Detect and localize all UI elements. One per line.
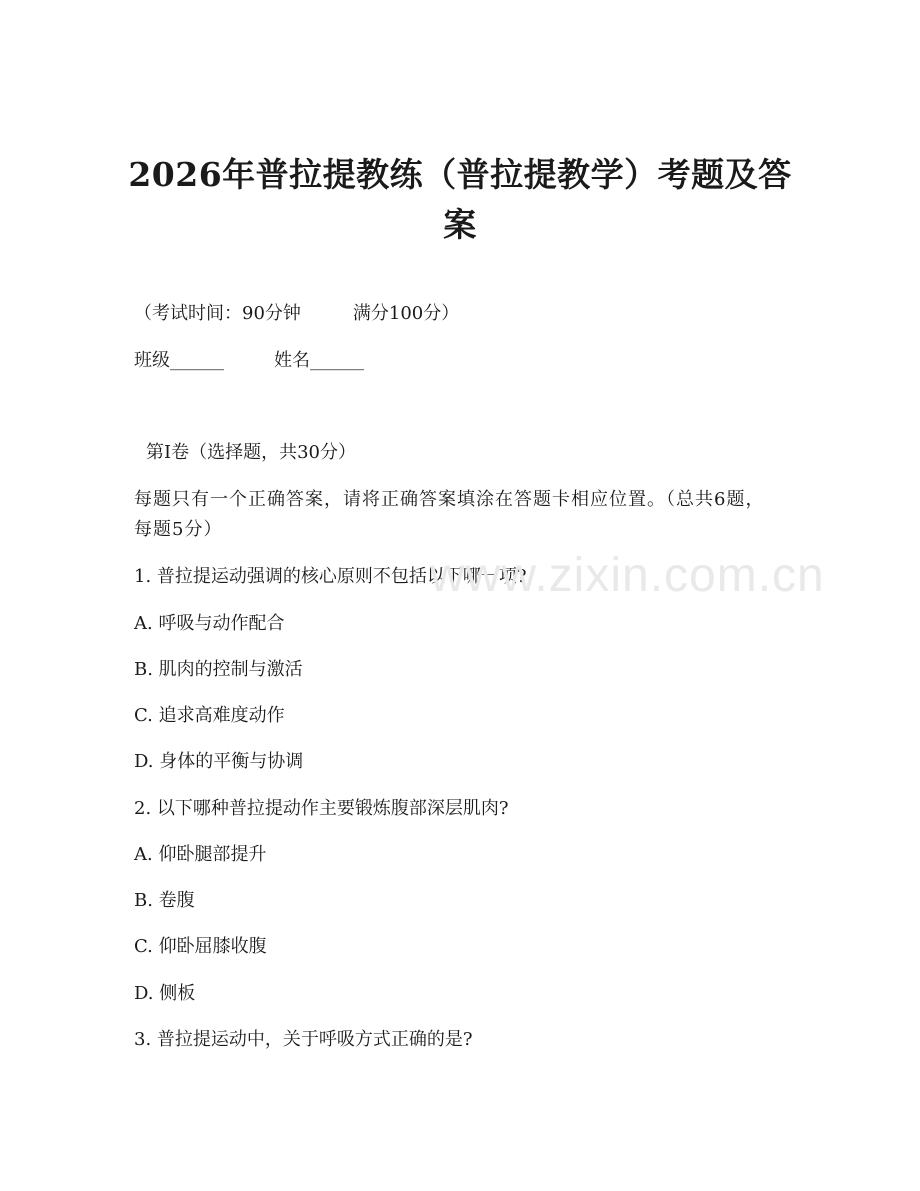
section-heading: 第I卷（选择题，共30分）	[146, 442, 357, 463]
exam-time: （考试时间：90分钟	[134, 303, 301, 324]
question-1-option-c: C. 追求高难度动作	[134, 705, 285, 726]
section-instructions: 每题只有一个正确答案，请将正确答案填涂在答题卡相应位置。（总共6题，每题5分）	[134, 489, 765, 540]
question-2-option-b: B. 卷腹	[134, 890, 195, 911]
document-title: 2026年普拉提教练（普拉提教学）考题及答案	[128, 155, 792, 244]
class-field-label: 班级______	[134, 350, 224, 371]
question-2-option-a: A. 仰卧腿部提升	[134, 844, 267, 865]
watermark: www.zixin.com.cn	[430, 549, 825, 602]
question-2-stem: 2. 以下哪种普拉提动作主要锻炼腹部深层肌肉?	[134, 798, 509, 819]
exam-info	[134, 303, 459, 325]
question-1-stem: 1. 普拉提运动强调的核心原则不包括以下哪一项?	[134, 566, 527, 587]
question-3-stem: 3. 普拉提运动中，关于呼吸方式正确的是?	[134, 1029, 473, 1050]
exam-score: 满分100分）	[352, 303, 460, 324]
name-field-label: 姓名______	[274, 350, 364, 371]
question-1-option-a: A. 呼吸与动作配合	[134, 613, 285, 634]
question-2-option-c: C. 仰卧屈膝收腹	[134, 936, 267, 957]
student-fields	[134, 350, 364, 372]
question-1-option-d: D. 身体的平衡与协调	[134, 751, 304, 772]
question-2-option-d: D. 侧板	[134, 983, 196, 1004]
question-1-option-b: B. 肌肉的控制与激活	[134, 659, 303, 680]
